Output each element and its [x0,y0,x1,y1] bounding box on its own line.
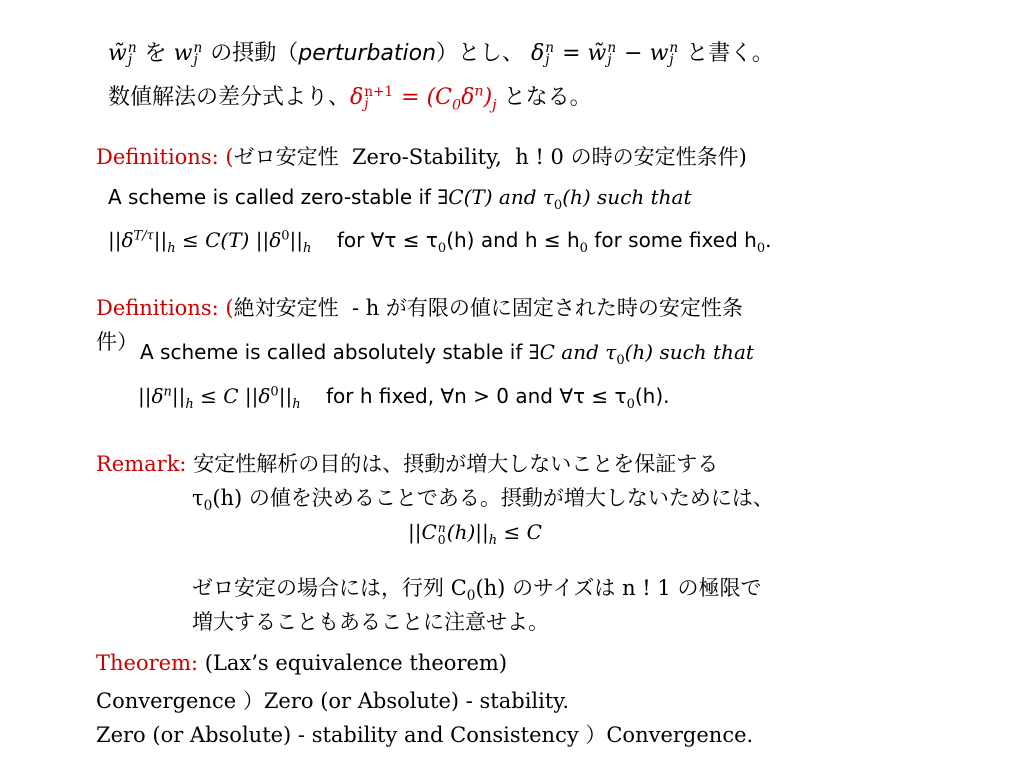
w-symbol: w [649,41,669,66]
def1-body-line-2 [108,228,771,256]
sub-0: 0 [756,241,766,256]
def2-scheme-text: A scheme is called absolutely stable if [140,340,523,364]
period: . [765,228,772,252]
def2-label: Definitions: [96,296,219,320]
sup-n: n [669,39,679,56]
remark-note-line-2: 増大することもあることに注意せよ。 [192,610,549,634]
sup-n: n [437,520,446,536]
norm-lhs: ||δ [108,228,134,252]
rhs-expression: $(C_0\delta^n)_j$ [426,83,497,114]
sub-0: 0 [626,397,635,412]
sup-n: n [127,39,137,56]
def2-body-line-1 [140,340,754,368]
perturbation-word: perturbation [298,41,437,66]
norm-bar: || [171,384,186,408]
def2-body-line-2 [138,384,669,412]
toshi-text: ）とし、 [436,41,525,66]
sub-h: h [292,397,301,412]
sub-0: 0 [579,241,588,256]
def1-title-jp: ゼロ安定性 [233,145,339,169]
intro-line-1 [108,36,774,67]
sub-h: h [167,241,176,256]
norm-bar: || [153,228,168,252]
minus-sign: − [624,41,643,66]
sub-0: 0 [203,498,213,515]
sub-0: 0 [437,241,447,256]
tau-symbol: τ [192,486,204,510]
remark-label: Remark: [96,452,187,476]
sub-j: j [127,52,133,68]
w-symbol: w [173,41,193,66]
def1-title-tail: の時の安定性条件 [570,145,739,169]
def1-label: Definitions: [96,145,219,169]
theorem-label: Theorem: [96,651,199,675]
theorem-line-3: Zero (or Absolute) - stability and Consistency ）Convergence. [96,723,754,747]
sup-n: n [163,384,172,400]
h-arg: (h) [475,576,506,600]
sub-h: h [185,397,194,412]
def1-and-h-text: (h) and h ≤ h [446,228,580,252]
sup-n-plus-1: n+1 [364,83,394,100]
theorem-title: (Lax’s equivalence theorem) [204,651,508,675]
sub-j: j [364,96,369,112]
sub-h: h [488,533,498,548]
def2-h-part: - h [351,296,380,320]
sub-j: j [607,52,612,68]
no-setsudo-text: の摂動（ [210,41,299,66]
def2-exists-math: ∃C and τ [528,340,617,364]
def2-tail-end: (h). [634,384,670,408]
difference-prefix: 数値解法の差分式より、 [108,85,351,110]
def1-such-that: (h) such that [562,185,692,209]
remark-formula [408,520,542,548]
def2-for-text: for h fixed, ∀n > 0 and ∀τ ≤ τ [326,384,627,408]
formula-relation: ≤ C [503,520,542,544]
sub-0: 0 [437,531,446,547]
def2-open: ( [218,296,234,320]
def1-title-en: Zero-Stability, [351,145,502,169]
def1-exists-math: ∃C(T) and τ [437,185,554,209]
theorem-line-1 [96,651,507,675]
suffix-text: となる。 [503,85,592,110]
sub-0: 0 [466,588,476,605]
sub-j: j [193,52,198,68]
sub-j: j [545,52,550,68]
h-arg: (h) [212,486,243,510]
sup-0: 0 [270,384,279,400]
equals-sign: = [562,41,581,66]
def1-scheme-text: A scheme is called zero-stable if [108,185,432,209]
norm-relation: ≤ C ||δ [200,384,271,408]
n-limit: n ! 1 [622,576,671,600]
def1-open: ( [218,145,234,169]
norm-lhs: ||δ [138,384,164,408]
sup-0: 0 [281,228,290,244]
sub-0: 0 [553,198,563,213]
def2-title-tail: が有限の値に固定された時の安定性条 [385,296,743,320]
matrix-c: C [450,576,467,600]
sub-0: 0 [616,353,625,368]
norm-bar: || [289,228,304,252]
sub-j: j [669,52,674,68]
def2-such-that: (h) such that [624,340,754,364]
delta-symbol: δ [531,41,545,66]
sup-n: n [545,39,555,56]
def1-for-all-text: for ∀τ ≤ τ [336,228,438,252]
delta-symbol: δ [350,85,364,110]
norm-bar: || [278,384,293,408]
def1-fixed-text: for some fixed h [594,228,757,252]
remark-line-1 [96,448,718,478]
equals-sign: = [401,85,420,110]
def1-h-part: h ! 0 [515,145,564,169]
note-text-b: のサイズは [512,576,616,600]
w-tilde-symbol: w̃ [108,41,127,66]
def1-close: ) [738,145,747,169]
def2-header [96,292,743,322]
def1-header [96,141,747,171]
def1-body-line-1 [108,185,692,213]
sup-t-over-tau: T/τ [133,228,154,244]
to-kaku-text: と書く。 [686,41,774,66]
remark-line-2 [192,482,774,514]
formula-lhs: ||C [408,520,437,544]
norm-relation: ≤ C(T) ||δ [182,228,282,252]
remark-note-line-1 [192,572,761,604]
remark-text-2: の値を決めることである。摂動が増大しないためには、 [248,486,774,510]
remark-text-1: 安定性解析の目的は、摂動が増大しないことを保証する [193,452,719,476]
note-text-c: の極限で [677,576,762,600]
wo-text: を [144,41,167,66]
w-tilde-symbol: w̃ [587,41,607,66]
sub-h: h [303,241,312,256]
theorem-line-2: Convergence ）Zero (or Absolute) - stability. [96,689,570,713]
intro-line-2 [108,80,592,113]
sup-n: n [193,39,203,56]
formula-mid: (h)|| [446,520,489,544]
note-text-a: ゼロ安定の場合には，行列 [192,576,444,600]
def2-title-jp: 絶対安定性 [233,296,339,320]
sup-n: n [607,39,617,56]
def2-header-wrap: 件） [96,330,138,354]
